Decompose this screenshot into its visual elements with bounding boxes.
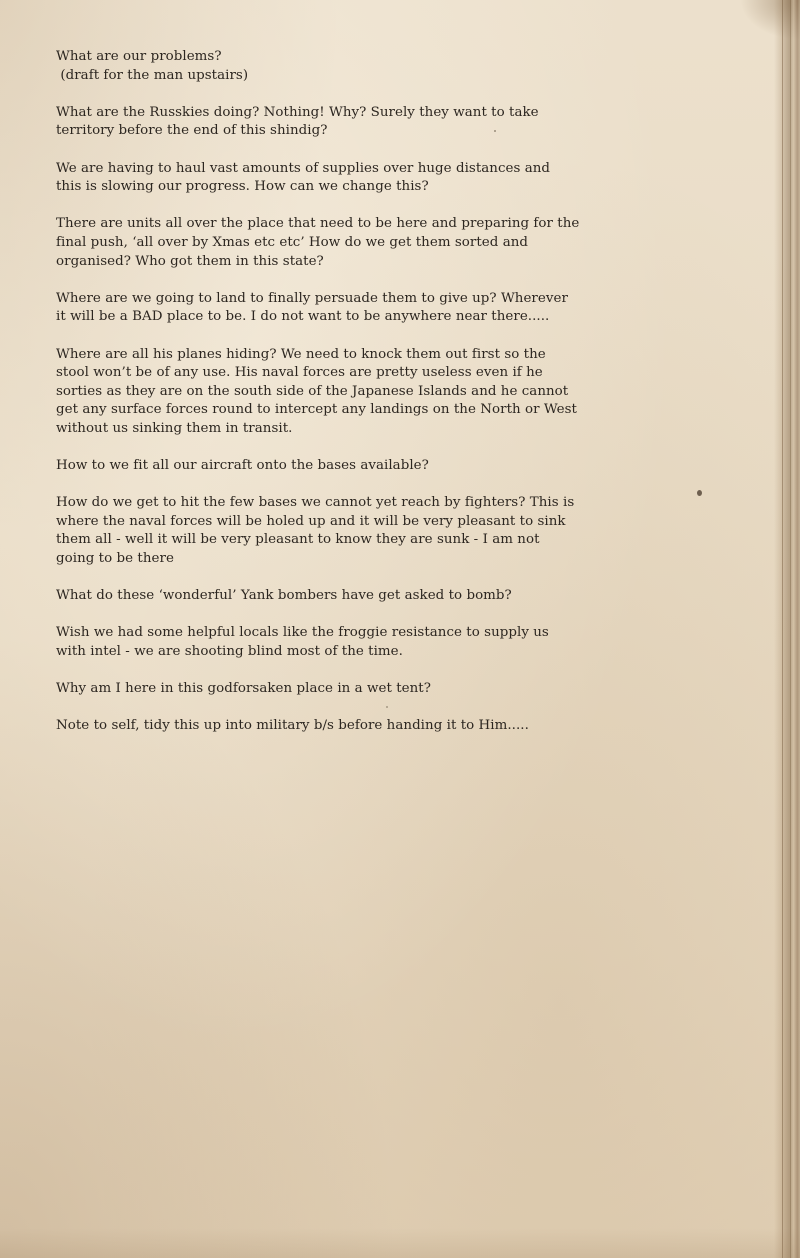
memo-subtitle: (draft for the man upstairs) xyxy=(56,67,249,83)
memo-paragraph: What do these ‘wonderful’ Yank bombers have get asked to bomb? xyxy=(56,588,512,604)
memo-paragraph: What are the Russkies doing? Nothing! Why? Surely they want to take territory before the end of this shindig? xyxy=(56,104,539,139)
memo-paragraph: How do we get to hit the few bases we cannot yet reach by fighters? This is where the naval forces will be holed up and it will be very pleasant to sink them all - well it will be very pleasant to know they are sunk - I am not going to be there xyxy=(56,495,575,567)
memo-title: What are our problems? xyxy=(56,49,222,64)
memo-text xyxy=(56,48,656,755)
page-edge-right xyxy=(774,0,800,1258)
memo-paragraph: Where are we going to land to finally persuade them to give up? Wherever it will be a BAD place to be. I do not want to be anywhere near there..... xyxy=(56,290,568,325)
memo-paragraph: Why am I here in this godforsaken place in a wet tent? xyxy=(56,681,431,697)
memo-paragraph: There are units all over the place that need to be here and preparing for the final push, ‘all over by Xmas etc etc’ How do we get them sorted and organised? Who got them in this state? xyxy=(56,216,580,269)
page-edge-bottom xyxy=(0,1228,800,1258)
memo-paragraph: We are having to haul vast amounts of supplies over huge distances and this is slowing our progress. How can we change this? xyxy=(56,160,551,195)
ink-speck xyxy=(697,490,702,496)
memo-paragraph: Where are all his planes hiding? We need to knock them out first so the stool won’t be of any use. His naval forces are pretty useless even if he sorties as they are on the south side of the Japanese Islands and he cannot get any surface forces round to intercept any landings on the North or West without us sinking them in transit. xyxy=(56,346,577,436)
memo-paragraph: Note to self, tidy this up into military b/s before handing it to Him..... xyxy=(56,718,529,734)
memo-paragraph: How to we fit all our aircraft onto the bases available? xyxy=(56,458,429,474)
memo-heading xyxy=(56,48,656,85)
memo-paragraph: Wish we had some helpful locals like the froggie resistance to supply us with intel - we are shooting blind most of the time. xyxy=(56,625,549,659)
